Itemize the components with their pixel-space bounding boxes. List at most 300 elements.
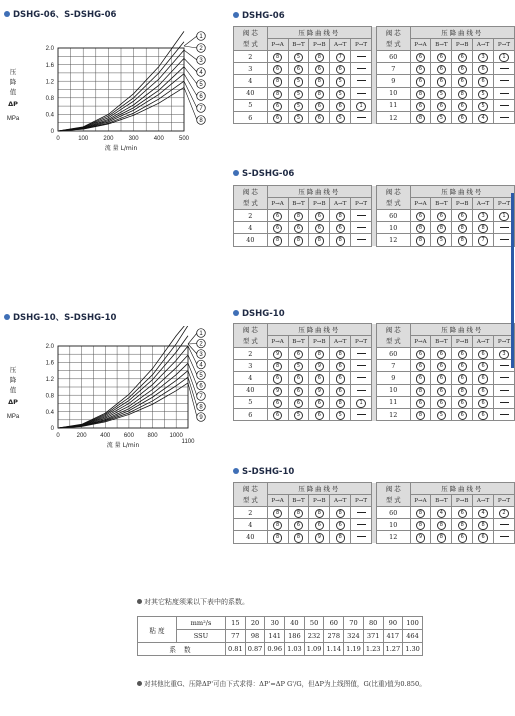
curve-number-label: 3 xyxy=(199,352,203,359)
flow-path-header: B→T xyxy=(431,336,452,348)
curve-number-circle: 5 xyxy=(336,77,345,86)
curve-number-circle: 6 xyxy=(458,399,467,408)
visc-cell: 278 xyxy=(324,630,344,643)
y-tick-label: 0.8 xyxy=(45,96,54,102)
curve-number-label: 6 xyxy=(199,94,203,101)
curve-number-circle: 3 xyxy=(499,350,508,359)
curve-number-circle: 6 xyxy=(273,65,282,74)
curve-number-circle: 6 xyxy=(273,399,282,408)
curve-number-circle: 6 xyxy=(437,77,446,86)
curve-no-header: 压降曲线号 xyxy=(267,483,371,495)
dash-mark xyxy=(500,402,509,403)
dash-mark xyxy=(500,536,509,537)
spool-type-cell: 2 xyxy=(234,348,268,360)
spool-type-cell: 60 xyxy=(376,51,410,63)
spool-type-cell: 6 xyxy=(234,111,268,123)
dash-mark xyxy=(357,524,366,525)
curve-number-circle: 5 xyxy=(478,102,487,111)
curve-number-circle: 6 xyxy=(273,102,282,111)
spool-type-header: 阀 芯 型 式 xyxy=(234,483,268,507)
curve-leader xyxy=(184,46,197,48)
curve-number-circle: 6 xyxy=(458,509,467,518)
y-axis-label-char: 值 xyxy=(9,88,17,96)
y-tick-label: 2.0 xyxy=(45,344,54,351)
dash-mark xyxy=(357,68,366,69)
curve-number-circle: 6 xyxy=(273,114,282,123)
curve-number-circle: 6 xyxy=(478,374,487,383)
y-tick-label: 1.2 xyxy=(45,377,54,383)
visc-cell: 464 xyxy=(403,630,423,643)
coef-cell: 0.87 xyxy=(245,643,265,656)
curve-table xyxy=(233,482,515,544)
y-tick-label: 0.4 xyxy=(45,409,54,416)
spool-type-cell: 11 xyxy=(376,99,410,111)
x-tick-label: 200 xyxy=(76,433,87,439)
spool-type-cell: 40 xyxy=(234,234,268,246)
y-axis-unit: MPa xyxy=(6,116,20,122)
curve-number-circle: 6 xyxy=(478,350,487,359)
curve-2 xyxy=(58,326,188,428)
x-axis-label: 流 量 L/min xyxy=(104,145,138,152)
spool-type-cell: 4 xyxy=(234,222,268,234)
curve-number-circle: 6 xyxy=(416,77,425,86)
visc-cell: 186 xyxy=(285,630,305,643)
curve-number-circle: 8 xyxy=(437,224,446,233)
table-title-0: DSHG-06 xyxy=(233,11,285,21)
section-title-chart1: DSHG-06、S-DSHG-06 xyxy=(4,8,116,20)
curve-number-circle: 9 xyxy=(315,387,324,396)
spool-type-header: 阀 芯 型 式 xyxy=(234,186,268,210)
visc-cell: 70 xyxy=(344,617,364,630)
curve-number-circle: 3 xyxy=(478,212,487,221)
flow-path-header: P→A xyxy=(410,336,431,348)
curve-number-circle: 6 xyxy=(437,387,446,396)
curve-number-circle: 8 xyxy=(416,114,425,123)
flow-path-header: P→T xyxy=(351,39,372,51)
dash-mark xyxy=(500,68,509,69)
spool-type-header: 阀 芯 型 式 xyxy=(376,27,410,51)
curve-number-circle: 6 xyxy=(416,374,425,383)
curve-no-header: 压降曲线号 xyxy=(267,324,371,336)
section-title-chart2: DSHG-10、S-DSHG-10 xyxy=(4,311,116,323)
curve-number-circle: 6 xyxy=(315,411,324,420)
dash-mark xyxy=(500,377,509,378)
curve-number-circle: 6 xyxy=(315,521,324,530)
flow-path-header: P→T xyxy=(494,336,515,348)
pressure-drop-chart-06 xyxy=(0,26,222,158)
x-tick-label: 800 xyxy=(147,433,158,439)
curve-number-circle: 6 xyxy=(437,362,446,371)
curve-number-circle: 8 xyxy=(458,90,467,99)
x-tick-label: 1000 xyxy=(169,433,183,439)
x-tick-label: 200 xyxy=(103,136,114,142)
spool-type-cell: 7 xyxy=(376,63,410,75)
curve-number-circle: 5 xyxy=(437,90,446,99)
spool-type-cell: 12 xyxy=(376,111,410,123)
curve-number-circle: 6 xyxy=(478,411,487,420)
spool-type-cell: 12 xyxy=(376,531,410,543)
curve-number-circle: 8 xyxy=(336,509,345,518)
curve-number-circle: 8 xyxy=(315,236,324,245)
curve-number-circle: 5 xyxy=(294,102,303,111)
curve-table-dshg-10 xyxy=(233,323,515,421)
curve-number-circle: 5 xyxy=(294,77,303,86)
flow-path-header: P→A xyxy=(410,198,431,210)
curve-leader xyxy=(188,383,197,417)
bullet-icon xyxy=(233,310,239,316)
curve-number-circle: 6 xyxy=(437,53,446,62)
y-tick-label: 0.4 xyxy=(45,112,54,119)
flow-path-header: A→T xyxy=(330,39,351,51)
curve-number-label: 4 xyxy=(199,70,203,77)
curve-number-circle: 6 xyxy=(458,77,467,86)
curve-number-circle: 6 xyxy=(294,65,303,74)
curve-number-circle: 8 xyxy=(315,509,324,518)
curve-number-circle: 8 xyxy=(336,212,345,221)
spool-type-cell: 60 xyxy=(376,210,410,222)
visc-cell: 100 xyxy=(403,617,423,630)
bullet-icon xyxy=(233,12,239,18)
curve-number-circle: 6 xyxy=(458,65,467,74)
curve-number-circle: 6 xyxy=(437,102,446,111)
spool-type-header: 阀 芯 型 式 xyxy=(376,186,410,210)
curve-number-circle: 6 xyxy=(437,374,446,383)
spool-type-cell: 9 xyxy=(376,372,410,384)
curve-6 xyxy=(58,363,188,428)
table-title-2: DSHG-10 xyxy=(233,309,285,319)
curve-no-header: 压降曲线号 xyxy=(410,483,514,495)
curve-number-circle: 6 xyxy=(458,411,467,420)
curve-number-circle: 5 xyxy=(294,362,303,371)
dash-mark xyxy=(500,414,509,415)
curve-number-circle: 6 xyxy=(315,224,324,233)
spool-type-cell: 12 xyxy=(376,234,410,246)
flow-path-header: P→A xyxy=(410,39,431,51)
x-axis-label: 流 量 L/min xyxy=(106,442,140,449)
curve-number-circle: 8 xyxy=(416,236,425,245)
curve-number-circle: 8 xyxy=(294,212,303,221)
curve-number-label: 7 xyxy=(199,394,203,401)
x-tick-label: 1100 xyxy=(181,439,195,445)
flow-path-header: P→A xyxy=(267,495,288,507)
spool-type-cell: 40 xyxy=(234,384,268,396)
curve-number-circle: 6 xyxy=(273,374,282,383)
curve-number-circle: 6 xyxy=(336,521,345,530)
curve-number-circle: 6 xyxy=(458,212,467,221)
y-axis-label-char: 降 xyxy=(9,376,17,384)
viscosity-label: 粘 度 xyxy=(138,617,177,643)
unit-mm2s: mm²/s xyxy=(177,617,226,630)
dash-mark xyxy=(500,105,509,106)
x-tick-label: 600 xyxy=(123,433,134,439)
curve-number-circle: 8 xyxy=(315,90,324,99)
curve-number-circle: 5 xyxy=(336,90,345,99)
curve-number-circle: 8 xyxy=(416,521,425,530)
spool-type-cell: 10 xyxy=(376,87,410,99)
y-axis-label-dp: ΔP xyxy=(8,398,18,406)
flow-path-header: P→T xyxy=(494,39,515,51)
viscosity-table xyxy=(137,616,423,656)
dash-mark xyxy=(357,227,366,228)
flow-path-header: P→A xyxy=(267,336,288,348)
bullet-icon xyxy=(137,681,142,686)
curve-number-label: 8 xyxy=(199,404,203,411)
flow-path-header: B→T xyxy=(288,198,309,210)
curve-number-circle: 8 xyxy=(294,533,303,542)
curve-number-circle: 6 xyxy=(336,374,345,383)
curve-number-circle: 8 xyxy=(273,77,282,86)
curve-number-circle: 6 xyxy=(315,374,324,383)
spool-type-cell: 6 xyxy=(234,408,268,420)
bullet-icon xyxy=(233,468,239,474)
flow-path-header: P→B xyxy=(452,39,473,51)
curve-8 xyxy=(58,377,188,428)
curve-number-circle: 9 xyxy=(416,533,425,542)
curve-number-circle: 8 xyxy=(458,387,467,396)
curve-number-label: 2 xyxy=(199,46,203,53)
curve-number-label: 7 xyxy=(199,106,203,113)
spool-type-cell: 60 xyxy=(376,507,410,519)
dash-mark xyxy=(500,80,509,81)
spool-type-header: 阀 芯 型 式 xyxy=(234,27,268,51)
curve-number-circle: 4 xyxy=(437,509,446,518)
dash-mark xyxy=(357,536,366,537)
flow-path-header: A→T xyxy=(330,198,351,210)
curve-number-circle: 6 xyxy=(458,53,467,62)
curve-number-label: 2 xyxy=(199,341,203,348)
curve-number-label: 4 xyxy=(199,362,203,369)
curve-number-circle: 6 xyxy=(416,399,425,408)
flow-path-header: A→T xyxy=(473,495,494,507)
curve-5 xyxy=(58,355,188,428)
x-tick-label: 400 xyxy=(100,433,111,439)
curve-number-circle: 8 xyxy=(458,236,467,245)
dash-mark xyxy=(357,390,366,391)
dash-mark xyxy=(357,377,366,378)
spool-type-cell: 3 xyxy=(234,63,268,75)
curve-number-circle: 8 xyxy=(458,224,467,233)
y-axis-label-char: 值 xyxy=(9,386,17,394)
flow-path-header: A→T xyxy=(330,336,351,348)
spool-type-cell: 40 xyxy=(234,87,268,99)
curve-number-circle: 1 xyxy=(356,399,365,408)
curve-number-circle: 5 xyxy=(336,114,345,123)
curve-number-circle: 5 xyxy=(437,411,446,420)
spool-type-cell: 4 xyxy=(234,372,268,384)
curve-number-circle: 5 xyxy=(478,90,487,99)
curve-leader xyxy=(184,67,197,84)
curve-table xyxy=(233,185,515,247)
curve-number-circle: 8 xyxy=(273,53,282,62)
flow-path-header: P→B xyxy=(309,495,330,507)
curve-number-circle: 8 xyxy=(336,533,345,542)
curve-number-circle: 6 xyxy=(315,114,324,123)
y-axis-label-char: 压 xyxy=(9,366,17,374)
y-tick-label: 1.6 xyxy=(45,360,54,367)
flow-path-header: P→B xyxy=(309,336,330,348)
coef-label: 系 数 xyxy=(138,643,226,656)
curve-table-s-dshg-06 xyxy=(233,185,515,247)
dash-mark xyxy=(357,512,366,513)
curve-number-circle: 8 xyxy=(315,350,324,359)
curve-number-circle: 6 xyxy=(336,65,345,74)
curve-number-circle: 8 xyxy=(416,224,425,233)
flow-path-header: P→B xyxy=(452,198,473,210)
spool-type-cell: 40 xyxy=(234,531,268,543)
spool-type-cell: 2 xyxy=(234,51,268,63)
curve-number-circle: 1 xyxy=(356,102,365,111)
curve-number-circle: 9 xyxy=(273,387,282,396)
coef-cell: 1.14 xyxy=(324,643,344,656)
curve-number-circle: 6 xyxy=(458,114,467,123)
flow-path-header: A→T xyxy=(473,198,494,210)
curve-number-circle: 1 xyxy=(499,53,508,62)
y-tick-label: 0 xyxy=(50,129,54,136)
curve-number-circle: 9 xyxy=(273,350,282,359)
coef-cell: 1.09 xyxy=(304,643,324,656)
flow-path-header: B→T xyxy=(288,495,309,507)
curve-number-label: 8 xyxy=(199,118,203,125)
curve-number-circle: 6 xyxy=(437,212,446,221)
curve-number-circle: 6 xyxy=(416,350,425,359)
y-tick-label: 1.2 xyxy=(45,79,54,86)
spool-type-cell: 3 xyxy=(234,360,268,372)
curve-number-circle: 6 xyxy=(315,102,324,111)
curve-number-circle: 6 xyxy=(273,411,282,420)
y-axis-unit: MPa xyxy=(6,414,20,420)
dash-mark xyxy=(357,353,366,354)
flow-path-header: B→T xyxy=(431,495,452,507)
x-tick-label: 500 xyxy=(178,136,190,142)
curve-no-header: 压降曲线号 xyxy=(410,324,514,336)
y-tick-label: 2.0 xyxy=(45,46,54,53)
curve-number-label: 9 xyxy=(199,415,203,422)
specific-gravity-footnote: 对其他比重G、压降ΔP'可由下式求得：ΔP'=ΔP G'/G，但ΔP为上线图值，G(比重)值为0.850。 xyxy=(137,678,426,688)
curve-no-header: 压降曲线号 xyxy=(410,27,514,39)
curve-leader xyxy=(184,50,197,60)
table-title-3: S-DSHG-10 xyxy=(233,467,294,477)
curve-number-circle: 8 xyxy=(416,387,425,396)
curve-number-circle: 5 xyxy=(437,114,446,123)
curve-number-circle: 8 xyxy=(437,521,446,530)
spool-type-header: 阀 芯 型 式 xyxy=(376,324,410,348)
table-title-1: S-DSHG-06 xyxy=(233,169,294,179)
coef-cell: 1.30 xyxy=(403,643,423,656)
curve-leader xyxy=(188,344,197,345)
spool-type-cell: 10 xyxy=(376,222,410,234)
curve-number-circle: 6 xyxy=(437,350,446,359)
dash-mark xyxy=(357,56,366,57)
curve-number-circle: 8 xyxy=(336,399,345,408)
curve-number-circle: 6 xyxy=(336,387,345,396)
curve-number-circle: 5 xyxy=(294,411,303,420)
spool-type-cell: 10 xyxy=(376,519,410,531)
dash-mark xyxy=(357,215,366,216)
dash-mark xyxy=(500,93,509,94)
curve-number-circle: 9 xyxy=(315,362,324,371)
spool-type-cell: 2 xyxy=(234,507,268,519)
curve-number-circle: 6 xyxy=(294,521,303,530)
visc-cell: 141 xyxy=(265,630,285,643)
curve-number-circle: 8 xyxy=(416,509,425,518)
unit-ssu: SSU xyxy=(177,630,226,643)
flow-path-header: A→T xyxy=(473,336,494,348)
curve-number-circle: 8 xyxy=(315,53,324,62)
curve-number-circle: 5 xyxy=(294,53,303,62)
curve-number-circle: 6 xyxy=(416,212,425,221)
curve-number-circle: 8 xyxy=(273,509,282,518)
curve-number-circle: 6 xyxy=(294,224,303,233)
visc-cell: 30 xyxy=(265,617,285,630)
spool-type-cell: 9 xyxy=(376,75,410,87)
y-tick-label: 0.8 xyxy=(45,393,54,400)
coef-cell: 1.03 xyxy=(285,643,305,656)
spool-type-header: 阀 芯 型 式 xyxy=(376,483,410,507)
curve-number-circle: 8 xyxy=(437,533,446,542)
y-axis-label-char: 降 xyxy=(9,78,17,86)
curve-number-circle: 6 xyxy=(458,374,467,383)
curve-leader xyxy=(184,36,197,46)
curve-number-circle: 6 xyxy=(315,65,324,74)
flow-path-header: B→T xyxy=(288,39,309,51)
curve-number-circle: 6 xyxy=(458,362,467,371)
flow-path-header: P→B xyxy=(309,39,330,51)
flow-path-header: P→A xyxy=(267,198,288,210)
curve-table-dshg-06 xyxy=(233,26,515,124)
curve-number-circle: 6 xyxy=(294,374,303,383)
curve-number-circle: 6 xyxy=(416,362,425,371)
spool-type-cell: 11 xyxy=(376,396,410,408)
y-axis-label-dp: ΔP xyxy=(8,100,18,108)
curve-no-header: 压降曲线号 xyxy=(410,186,514,198)
curve-number-circle: 8 xyxy=(294,236,303,245)
curve-number-circle: 6 xyxy=(478,533,487,542)
curve-number-circle: 6 xyxy=(416,102,425,111)
curve-number-circle: 1 xyxy=(499,212,508,221)
spool-type-header: 阀 芯 型 式 xyxy=(234,324,268,348)
curve-9 xyxy=(58,383,188,428)
spool-type-cell: 5 xyxy=(234,396,268,408)
curve-number-circle: 8 xyxy=(273,236,282,245)
curve-number-circle: 6 xyxy=(315,212,324,221)
curve-number-circle: 6 xyxy=(458,533,467,542)
curve-number-circle: 6 xyxy=(478,362,487,371)
curve-number-circle: 6 xyxy=(273,224,282,233)
curve-number-circle: 8 xyxy=(478,521,487,530)
viscosity-note: 对其它粘度须乘以下表中的系数。 xyxy=(137,597,249,607)
curve-table-s-dshg-10 xyxy=(233,482,515,544)
bullet-icon xyxy=(233,170,239,176)
curve-number-label: 3 xyxy=(199,58,203,65)
curve-number-circle: 4 xyxy=(478,509,487,518)
curve-number-circle: 5 xyxy=(294,90,303,99)
visc-cell: 50 xyxy=(304,617,324,630)
visc-cell: 324 xyxy=(344,630,364,643)
curve-number-circle: 8 xyxy=(273,90,282,99)
flow-path-header: B→T xyxy=(431,198,452,210)
curve-number-circle: 6 xyxy=(315,399,324,408)
curve-leader xyxy=(184,58,197,72)
curve-number-circle: 8 xyxy=(294,509,303,518)
flow-path-header: P→B xyxy=(309,198,330,210)
visc-cell: 232 xyxy=(304,630,324,643)
dash-mark xyxy=(357,80,366,81)
bullet-icon xyxy=(4,314,10,320)
curve-number-circle: 8 xyxy=(336,350,345,359)
x-tick-label: 100 xyxy=(78,136,89,142)
visc-cell: 20 xyxy=(245,617,265,630)
curve-no-header: 压降曲线号 xyxy=(267,186,371,198)
